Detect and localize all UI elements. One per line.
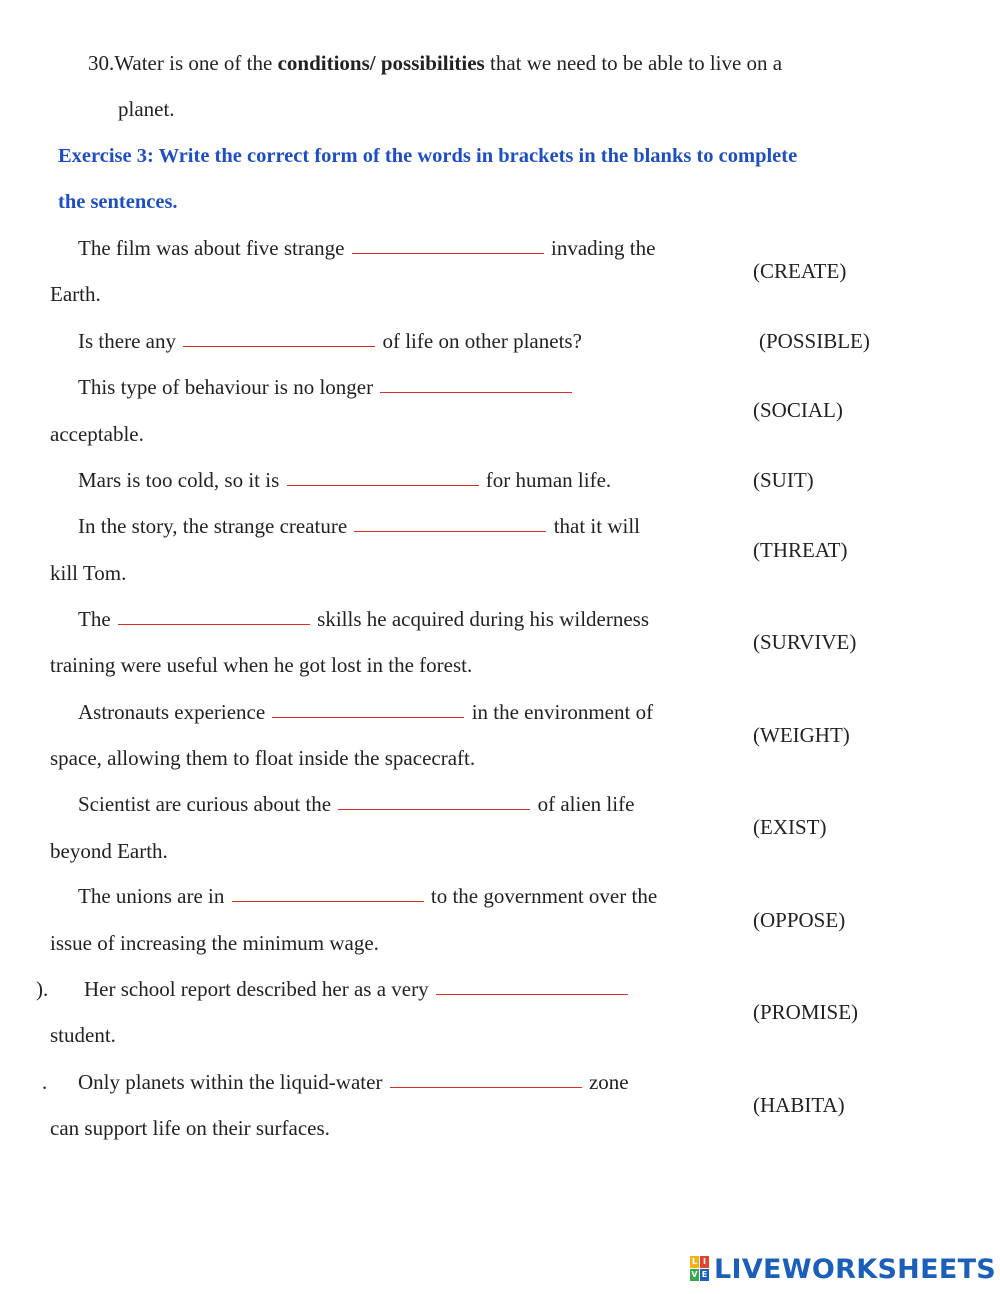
word-hint-8: (EXIST) <box>753 815 827 839</box>
word-hint-6: (SURVIVE) <box>753 630 857 654</box>
answer-blank-4[interactable] <box>287 467 479 486</box>
sentence-3: This type of behaviour is no longer <box>78 374 574 400</box>
sentence-1: The film was about five strange invading the <box>78 236 656 260</box>
word-hint-7: (WEIGHT) <box>753 723 850 747</box>
sentence-11-number: . <box>42 1070 48 1094</box>
sentence-8: Scientist are curious about the of alien life <box>78 792 635 816</box>
word-hint-10: (PROMISE) <box>753 1000 859 1024</box>
sentence-1-line2: Earth. <box>50 282 101 306</box>
word-hint-2: (POSSIBLE) <box>759 329 870 353</box>
logo-badge-icon: L I V E <box>691 1257 708 1279</box>
sentence-8-line2: beyond Earth. <box>50 839 168 863</box>
word-hint-4: (SUIT) <box>753 468 814 492</box>
sentence-10-number: ). <box>36 977 49 1001</box>
sentence-11: Only planets within the liquid-water zone <box>78 1070 629 1094</box>
logo-text: LIVEWORKSHEETS <box>714 1253 997 1285</box>
exercise-heading: Exercise 3: Write the correct form of the words in brackets in the blanks to complete <box>58 145 798 167</box>
answer-blank-8[interactable] <box>338 791 530 810</box>
answer-blank-7[interactable] <box>272 699 464 718</box>
word-hint-1: (CREATE) <box>753 259 847 283</box>
sentence-10: Her school report described her as a very <box>84 976 630 1002</box>
answer-blank-5[interactable] <box>354 513 546 532</box>
answer-blank-1[interactable] <box>352 235 544 254</box>
word-hint-3: (SOCIAL) <box>753 398 843 422</box>
question-30-line2: planet. <box>118 97 175 121</box>
sentence-9: The unions are in to the government over the <box>78 884 658 908</box>
answer-blank-9[interactable] <box>232 883 424 902</box>
question-number: 30. <box>88 51 115 75</box>
answer-blank-2[interactable] <box>183 328 375 347</box>
sentence-10-line2: student. <box>50 1023 116 1047</box>
sentence-7-line2: space, allowing them to float inside the spacecraft. <box>50 746 476 770</box>
liveworksheets-logo <box>690 1254 996 1284</box>
sentence-6: The skills he acquired during his wilderness <box>78 607 650 631</box>
sentence-3-line2: acceptable. <box>50 422 144 446</box>
exercise-heading-line2: the sentences. <box>58 191 178 213</box>
sentence-11-line2: can support life on their surfaces. <box>50 1116 330 1140</box>
question-text-post: that we need to be able to live on a <box>484 51 783 75</box>
answer-blank-6[interactable] <box>118 606 310 625</box>
question-text-pre: Water is one of the <box>114 51 278 75</box>
answer-blank-11[interactable] <box>390 1069 582 1088</box>
sentence-6-line2: training were useful when he got lost in the forest. <box>50 653 473 677</box>
question-options: conditions/ possibilities <box>277 51 485 75</box>
question-30 <box>88 50 782 76</box>
word-hint-11: (HABITA) <box>753 1093 845 1117</box>
sentence-5: In the story, the strange creature that it will <box>78 514 641 538</box>
sentence-4: Mars is too cold, so it is for human life. <box>78 468 612 492</box>
sentence-7: Astronauts experience in the environment of <box>78 700 654 724</box>
word-hint-5: (THREAT) <box>753 538 848 562</box>
answer-blank-3[interactable] <box>380 374 572 393</box>
sentence-2: Is there any of life on other planets? <box>78 329 582 353</box>
sentence-5-line2: kill Tom. <box>50 561 127 585</box>
word-hint-9: (OPPOSE) <box>753 908 846 932</box>
sentence-9-line2: issue of increasing the minimum wage. <box>50 931 379 955</box>
answer-blank-10[interactable] <box>436 976 628 995</box>
